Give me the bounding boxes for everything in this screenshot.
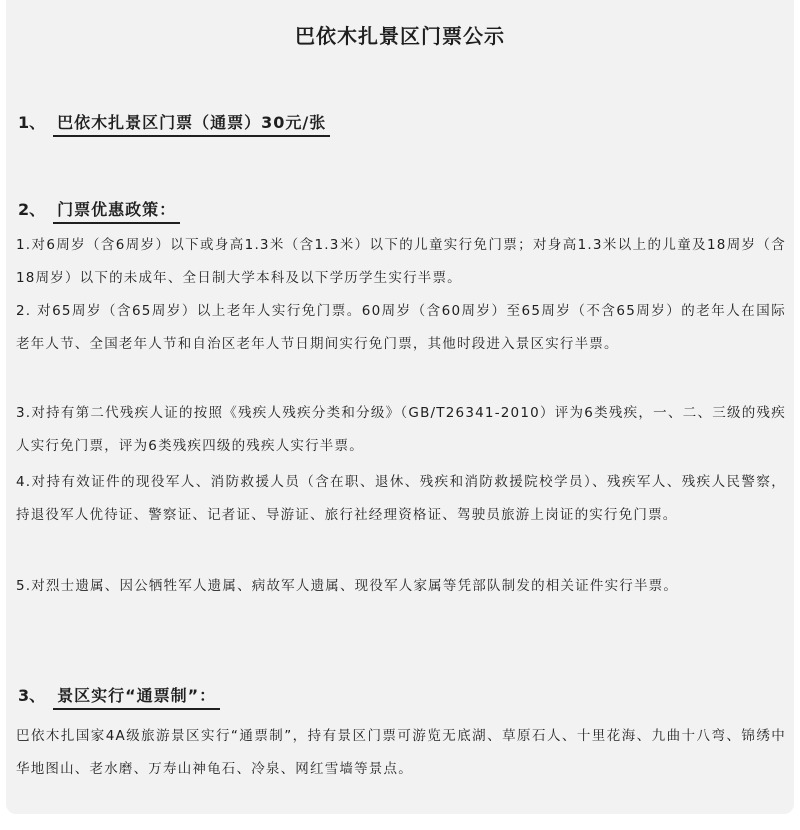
policy-item-5: 5.对烈士遗属、因公牺牲军人遗属、病故军人遗属、现役军人家属等凭部队制发的相关证件实行半票。 (16, 578, 679, 594)
section-1-number: 1、 (18, 113, 46, 132)
section-2-heading (18, 197, 180, 224)
policy-item-1: 1.对6周岁（含6周岁）以下或身高1.3米（含1.3米）以下的儿童实行免门票；对身高1.3米以上的儿童及18周岁（含18周岁）以下的未成年、全日制大学本科及以下学历学生实行半票。 (16, 237, 786, 286)
section-2-title: 门票优惠政策： (53, 197, 180, 224)
policy-item-2: 2. 对65周岁（含65周岁）以上老年人实行免门票。60周岁（含60周岁）至65周岁（不含65周岁）的老年人在国际老年人节、全国老年人节和自治区老年人节日期间实行免门票，其他时段进入景区实行半票。 (16, 303, 786, 352)
section-3-heading (18, 683, 220, 710)
section-3-title: 景区实行“通票制”： (53, 683, 220, 710)
policy-item-4: 4.对持有效证件的现役军人、消防救援人员（含在职、退休、残疾和消防救援院校学员）、残疾军人、残疾人民警察，持退役军人优待证、警察证、记者证、导游证、旅行社经理资格证、驾驶员旅游上岗证的实行免门票。 (16, 474, 786, 523)
section-1-heading (18, 110, 330, 137)
tongpiao-description: 巴依木扎国家4A级旅游景区实行“通票制”，持有景区门票可游览无底湖、草原石人、十里花海、九曲十八弯、锦绣中华地图山、老水磨、万寿山神龟石、冷泉、网红雪墙等景点。 (16, 728, 786, 777)
section-3-number: 3、 (18, 686, 46, 705)
section-1-title: 巴依木扎景区门票（通票）30元/张 (53, 110, 330, 137)
policy-item-3: 3.对持有第二代残疾人证的按照《残疾人残疾分类和分级》（GB/T26341-2010）评为6类残疾，一、二、三级的残疾人实行免门票，评为6类残疾四级的残疾人实行半票。 (16, 405, 786, 454)
page-title: 巴依木扎景区门票公示 (295, 24, 505, 48)
section-2-number: 2、 (18, 200, 46, 219)
